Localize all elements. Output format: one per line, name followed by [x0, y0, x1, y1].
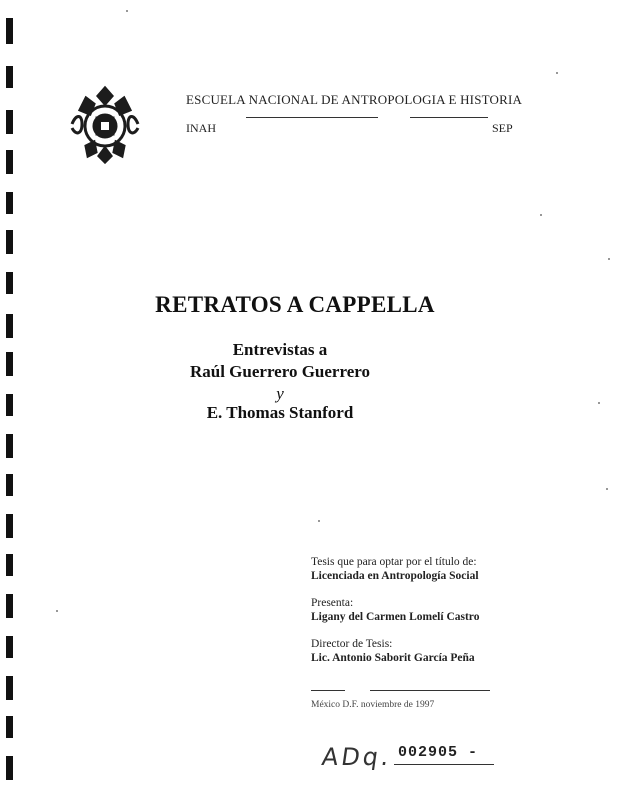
signature-rule: [370, 690, 490, 691]
binding-mark: [6, 18, 13, 44]
binding-mark: [6, 230, 13, 254]
binding-mark: [6, 474, 13, 496]
binding-mark: [6, 150, 13, 174]
binding-mark: [6, 434, 13, 458]
header-rule: [410, 117, 488, 118]
signature-rule: [311, 690, 345, 691]
scan-speck: [540, 214, 542, 216]
scan-speck: [606, 488, 608, 490]
sep-acronym: SEP: [492, 121, 513, 135]
subtitle-line: Entrevistas a: [232, 340, 328, 359]
document-title: RETRATOS A CAPPELLA: [155, 292, 435, 317]
binding-mark: [6, 514, 13, 538]
binding-mark: [6, 272, 13, 294]
director-label: Director de Tesis:: [311, 638, 393, 650]
handwritten-catalog-mark: ADq.: [320, 743, 394, 771]
catalog-number: 002905 -: [398, 744, 479, 761]
scan-speck: [318, 520, 320, 522]
institution-name: ESCUELA NACIONAL DE ANTROPOLOGIA E HISTORIA: [186, 92, 523, 107]
binding-mark: [6, 594, 13, 618]
catalog-underline: [394, 764, 494, 765]
inah-acronym: INAH: [186, 121, 216, 135]
binding-mark: [6, 676, 13, 700]
scan-speck: [556, 72, 558, 74]
scan-speck: [126, 10, 128, 12]
binding-mark: [6, 716, 13, 738]
subtitle-line: E. Thomas Stanford: [206, 403, 354, 422]
scan-speck: [598, 402, 600, 404]
header-rule: [246, 117, 378, 118]
binding-mark: [6, 66, 13, 88]
binding-mark: [6, 554, 13, 576]
scan-speck: [56, 610, 58, 612]
presenter-name: Ligany del Carmen Lomelí Castro: [311, 611, 480, 623]
subtitle-line: Raúl Guerrero Guerrero: [189, 362, 371, 381]
binding-mark: [6, 756, 13, 780]
presenter-label: Presenta:: [311, 597, 354, 609]
binding-mark: [6, 192, 13, 214]
thesis-purpose: Tesis que para optar por el título de:: [311, 556, 477, 568]
binding-mark: [6, 110, 13, 134]
binding-mark: [6, 636, 13, 658]
thesis-date: México D.F. noviembre de 1997: [311, 700, 435, 710]
institutional-emblem-icon: [66, 84, 144, 164]
subtitle-line: y: [276, 384, 284, 403]
director-name: Lic. Antonio Saborit García Peña: [311, 652, 475, 664]
scan-speck: [608, 258, 610, 260]
thesis-degree: Licenciada en Antropología Social: [311, 570, 479, 582]
